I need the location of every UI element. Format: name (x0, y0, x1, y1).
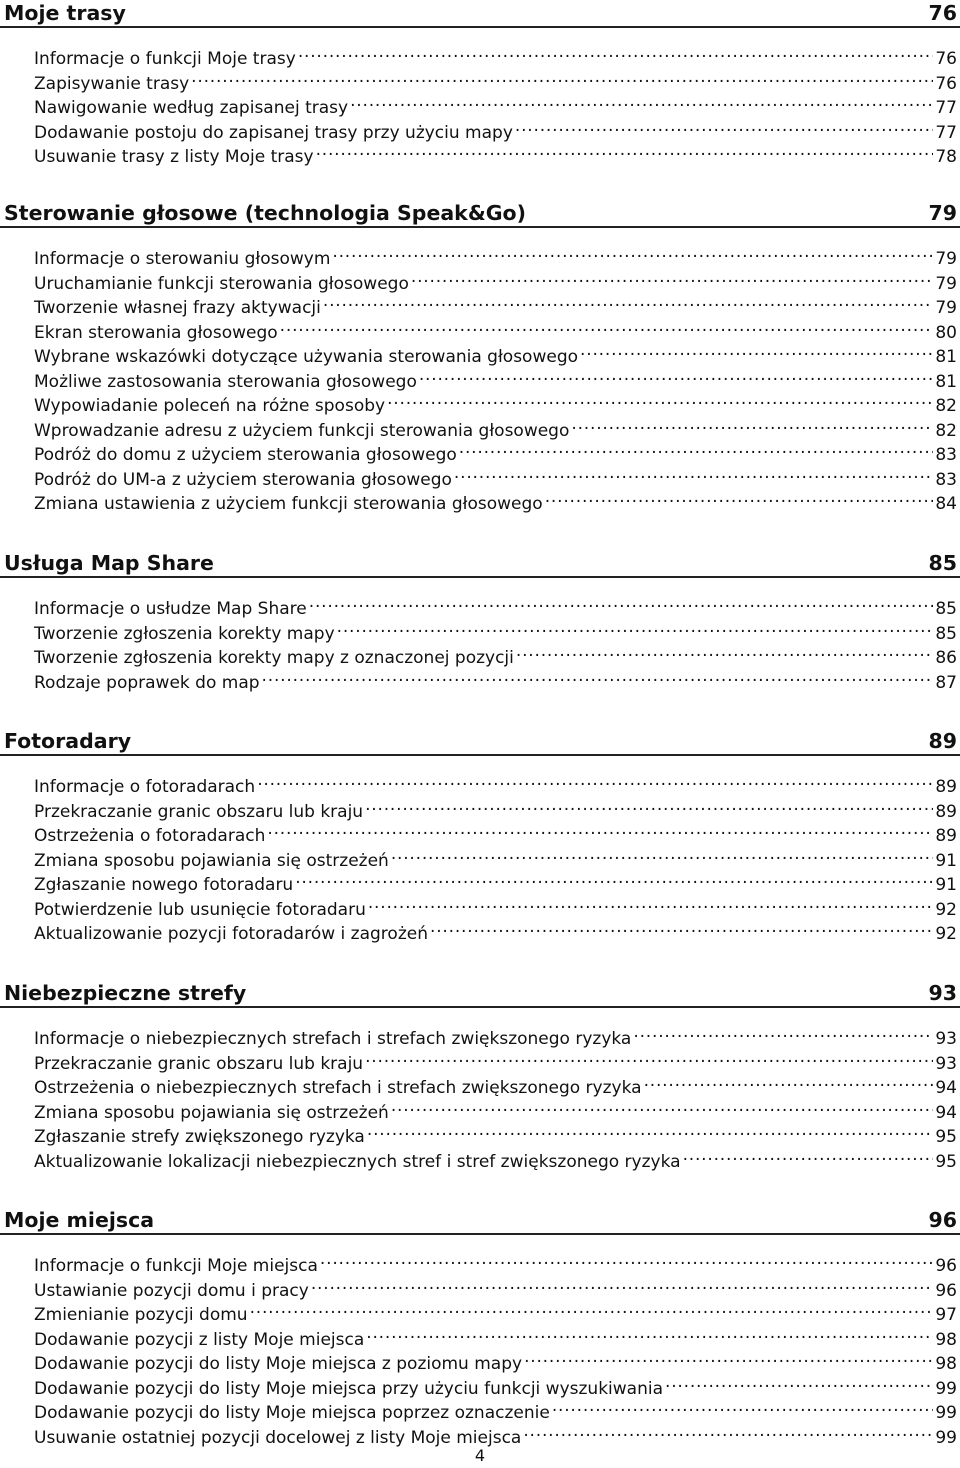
toc-entry[interactable] (0, 289, 960, 319)
dot-leader (366, 1321, 933, 1345)
entry-label: Przekraczanie granic obszaru lub kraju (34, 801, 364, 822)
toc-entry[interactable] (0, 65, 960, 94)
entry-page: 94 (935, 1078, 957, 1099)
dot-leader (683, 1143, 934, 1167)
entry-page: 87 (935, 672, 957, 693)
section-title: Niebezpieczne strefy (4, 981, 247, 1005)
entry-page: 81 (935, 347, 957, 368)
entry-label: Tworzenie zgłoszenia korekty mapy (34, 623, 335, 644)
entry-list (0, 40, 960, 168)
entry-page: 99 (935, 1427, 957, 1448)
toc-entry[interactable] (0, 240, 960, 269)
toc-section (0, 980, 960, 1172)
entry-label: Dodawanie pozycji do listy Moje miejsca przy użyciu funkcji wyszukiwania (34, 1378, 663, 1399)
toc-entry[interactable] (0, 40, 960, 69)
toc-entry[interactable] (0, 461, 960, 490)
dot-leader (523, 1419, 933, 1443)
section-heading[interactable] (0, 0, 960, 28)
section-title: Fotoradary (4, 729, 132, 753)
entry-label: Podróż do UM-a z użyciem sterowania głosowego (34, 469, 452, 490)
dot-leader (391, 1094, 934, 1118)
dot-leader (280, 314, 934, 338)
dot-leader (430, 915, 933, 939)
dot-leader (337, 615, 934, 639)
entry-label: Potwierdzenie lub usunięcie fotoradaru (34, 899, 366, 920)
dot-leader (316, 138, 934, 162)
entry-page: 81 (935, 371, 957, 392)
entry-page: 84 (935, 494, 957, 515)
dot-leader (665, 1370, 933, 1394)
entry-label: Informacje o funkcji Moje trasy (34, 49, 296, 69)
toc-entry[interactable] (0, 412, 960, 441)
section-title: Sterowanie głosowe (technologia Speak&Go) (4, 201, 526, 225)
toc-entry[interactable] (0, 842, 960, 871)
dot-leader (580, 338, 933, 362)
toc-entry[interactable] (0, 138, 960, 168)
entry-page: 83 (935, 469, 957, 490)
dot-leader (515, 114, 933, 138)
entry-page: 89 (935, 826, 957, 847)
entry-page: 77 (935, 122, 957, 143)
section-title: Usługa Map Share (4, 551, 214, 575)
toc-entry[interactable] (0, 1094, 960, 1123)
toc-entry[interactable] (0, 338, 960, 368)
entry-label: Informacje o niebezpiecznych strefach i strefach zwiększonego ryzyka (34, 1029, 632, 1049)
toc-entry[interactable] (0, 664, 960, 693)
toc-entry[interactable] (0, 314, 960, 343)
toc-entry[interactable] (0, 639, 960, 669)
entry-label: Zapisywanie trasy (34, 73, 190, 94)
toc-entry[interactable] (0, 114, 960, 143)
section-heading[interactable] (0, 728, 960, 756)
dot-leader (191, 65, 933, 89)
dot-leader (368, 891, 934, 915)
dot-leader (250, 1296, 934, 1320)
entry-label: Wypowiadanie poleceń na różne sposoby (34, 396, 386, 417)
entry-page: 91 (935, 875, 957, 896)
section-heading[interactable] (0, 550, 960, 578)
entry-label: Ostrzeżenia o niebezpiecznych strefach i strefach zwiększonego ryzyka (34, 1078, 642, 1099)
dot-leader (552, 1394, 934, 1418)
entry-page: 82 (935, 420, 957, 441)
entry-page: 78 (935, 147, 957, 168)
toc-entry[interactable] (0, 1272, 960, 1301)
entry-label: Dodawanie pozycji do listy Moje miejsca z poziomu mapy (34, 1354, 523, 1375)
entry-page: 89 (935, 801, 957, 822)
toc-entry[interactable] (0, 768, 960, 797)
dot-leader (295, 866, 933, 890)
entry-label: Informacje o usłudze Map Share (34, 599, 307, 619)
entry-label: Ostrzeżenia o fotoradarach (34, 826, 266, 847)
section-heading[interactable] (0, 1207, 960, 1235)
entry-label: Zmiana sposobu pojawiania się ostrzeżeń (34, 1102, 389, 1123)
dot-leader (391, 842, 934, 866)
toc-section (0, 0, 960, 168)
toc-entry[interactable] (0, 866, 960, 896)
dot-leader (524, 1345, 933, 1369)
toc-entry[interactable] (0, 793, 960, 822)
toc-entry[interactable] (0, 1394, 960, 1424)
entry-label: Wybrane wskazówki dotyczące używania sterowania głosowego (34, 347, 579, 368)
entry-page: 82 (935, 396, 957, 417)
entry-page: 85 (935, 599, 957, 619)
entry-label: Ustawianie pozycji domu i pracy (34, 1280, 309, 1301)
dot-leader (332, 240, 933, 264)
entry-label: Uruchamianie funkcji sterowania głosowego (34, 273, 409, 294)
entry-label: Tworzenie własnej frazy aktywacji (34, 298, 321, 319)
dot-leader (350, 89, 933, 113)
entry-list (0, 768, 960, 945)
entry-page: 94 (935, 1102, 957, 1123)
entry-label: Dodawanie postoju do zapisanej trasy przy użyciu mapy (34, 122, 513, 143)
entry-label: Usuwanie ostatniej pozycji docelowej z listy Moje miejsca (34, 1427, 522, 1448)
entry-page: 98 (935, 1329, 957, 1350)
entry-label: Rodzaje poprawek do map (34, 672, 260, 693)
entry-page: 93 (935, 1029, 957, 1049)
toc-entry[interactable] (0, 1345, 960, 1375)
entry-page: 79 (935, 298, 957, 319)
entry-list (0, 1020, 960, 1172)
entry-page: 99 (935, 1403, 957, 1424)
toc-entry[interactable] (0, 590, 960, 619)
dot-leader (454, 461, 933, 485)
entry-label: Możliwe zastosowania sterowania głosowego (34, 371, 417, 392)
section-page: 93 (928, 981, 957, 1005)
entry-page: 80 (935, 322, 957, 343)
entry-page: 97 (935, 1305, 957, 1326)
dot-leader (262, 664, 934, 688)
page-number: 4 (474, 1446, 486, 1465)
entry-label: Zmienianie pozycji domu (34, 1305, 248, 1326)
section-title: Moje trasy (4, 1, 126, 25)
dot-leader (323, 289, 934, 313)
entry-page: 95 (935, 1127, 957, 1148)
dot-leader (411, 265, 934, 289)
toc-entry[interactable] (0, 265, 960, 294)
entry-page: 85 (935, 623, 957, 644)
entry-list (0, 590, 960, 693)
entry-label: Zmiana ustawienia z użyciem funkcji sterowania głosowego (34, 494, 543, 515)
dot-leader (367, 1118, 934, 1142)
toc-section (0, 550, 960, 693)
dot-leader (419, 363, 934, 387)
entry-page: 76 (935, 49, 957, 69)
entry-page: 99 (935, 1378, 957, 1399)
toc-entry[interactable] (0, 1321, 960, 1350)
section-page: 85 (928, 551, 957, 575)
dot-leader (257, 768, 933, 792)
toc-entry[interactable] (0, 817, 960, 847)
entry-page: 92 (935, 924, 957, 945)
entry-label: Informacje o funkcji Moje miejsca (34, 1256, 318, 1276)
toc-section (0, 1207, 960, 1448)
toc-section (0, 200, 960, 515)
section-heading[interactable] (0, 980, 960, 1008)
toc-entry[interactable] (0, 891, 960, 920)
section-page: 96 (928, 1208, 957, 1232)
toc-entry[interactable] (0, 915, 960, 945)
dot-leader (320, 1247, 933, 1271)
dot-leader (298, 40, 934, 64)
entry-label: Tworzenie zgłoszenia korekty mapy z oznaczonej pozycji (34, 648, 514, 669)
entry-page: 98 (935, 1354, 957, 1375)
toc-entry[interactable] (0, 387, 960, 417)
entry-label: Zmiana sposobu pojawiania się ostrzeżeń (34, 850, 389, 871)
section-title: Moje miejsca (4, 1208, 155, 1232)
toc-entry[interactable] (0, 1296, 960, 1326)
entry-label: Informacje o sterowaniu głosowym (34, 249, 331, 269)
toc-entry[interactable] (0, 485, 960, 515)
entry-label: Nawigowanie według zapisanej trasy (34, 98, 349, 119)
entry-page: 79 (935, 273, 957, 294)
entry-label: Informacje o fotoradarach (34, 777, 256, 797)
toc-entry[interactable] (0, 1370, 960, 1399)
entry-label: Podróż do domu z użyciem sterowania głosowego (34, 445, 457, 466)
entry-label: Dodawanie pozycji do listy Moje miejsca poprzez oznaczenie (34, 1403, 550, 1424)
section-page: 89 (928, 729, 957, 753)
dot-leader (365, 793, 933, 817)
dot-leader (633, 1020, 933, 1044)
entry-label: Przekraczanie granic obszaru lub kraju (34, 1053, 364, 1074)
toc-section (0, 728, 960, 945)
toc-entry[interactable] (0, 1118, 960, 1148)
dot-leader (545, 485, 934, 509)
toc-entry[interactable] (0, 615, 960, 644)
entry-label: Usuwanie trasy z listy Moje trasy (34, 147, 314, 168)
toc-entry[interactable] (0, 1020, 960, 1049)
toc-entry[interactable] (0, 363, 960, 392)
section-page: 79 (928, 201, 957, 225)
entry-page: 83 (935, 445, 957, 466)
toc-entry[interactable] (0, 1247, 960, 1276)
entry-page: 76 (935, 73, 957, 94)
entry-label: Dodawanie pozycji z listy Moje miejsca (34, 1329, 365, 1350)
toc-entry[interactable] (0, 1143, 960, 1172)
entry-page: 96 (935, 1280, 957, 1301)
entry-label: Ekran sterowania głosowego (34, 322, 278, 343)
entry-page: 91 (935, 850, 957, 871)
toc-entry[interactable] (0, 1069, 960, 1099)
section-page: 76 (928, 1, 957, 25)
entry-label: Zgłaszanie strefy zwiększonego ryzyka (34, 1127, 365, 1148)
dot-leader (365, 1045, 933, 1069)
dot-leader (571, 412, 933, 436)
entry-page: 96 (935, 1256, 957, 1276)
entry-page: 86 (935, 648, 957, 669)
entry-page: 95 (935, 1151, 957, 1172)
dot-leader (309, 590, 934, 614)
section-heading[interactable] (0, 200, 960, 228)
entry-page: 79 (935, 249, 957, 269)
toc-entry[interactable] (0, 436, 960, 466)
entry-label: Aktualizowanie pozycji fotoradarów i zagrożeń (34, 924, 428, 945)
entry-label: Zgłaszanie nowego fotoradaru (34, 875, 294, 896)
dot-leader (267, 817, 933, 841)
dot-leader (516, 639, 933, 663)
entry-page: 93 (935, 1053, 957, 1074)
entry-page: 92 (935, 899, 957, 920)
entry-page: 89 (935, 777, 957, 797)
toc-entry[interactable] (0, 1419, 960, 1448)
dot-leader (644, 1069, 934, 1093)
dot-leader (311, 1272, 934, 1296)
dot-leader (459, 436, 934, 460)
toc-entry[interactable] (0, 89, 960, 119)
entry-list (0, 1247, 960, 1448)
toc-entry[interactable] (0, 1045, 960, 1074)
entry-label: Wprowadzanie adresu z użyciem funkcji sterowania głosowego (34, 420, 570, 441)
entry-page: 77 (935, 98, 957, 119)
entry-label: Aktualizowanie lokalizacji niebezpiecznych stref i stref zwiększonego ryzyka (34, 1151, 681, 1172)
entry-list (0, 240, 960, 515)
dot-leader (387, 387, 933, 411)
